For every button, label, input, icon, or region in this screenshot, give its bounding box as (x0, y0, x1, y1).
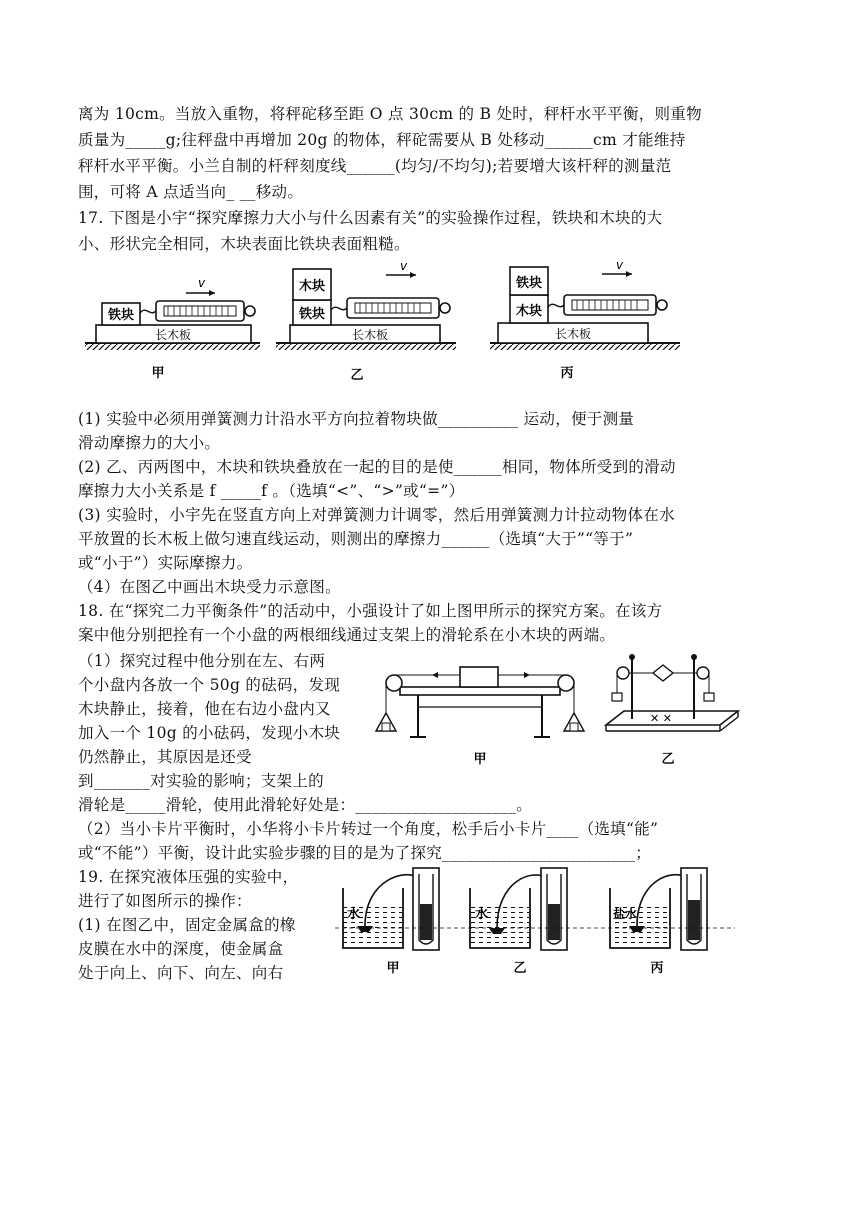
caption-yi: 乙 (350, 368, 364, 380)
velocity-label-yi: v (400, 259, 408, 273)
liquid-pressure-figure (335, 860, 735, 978)
q16-line-3: 秤杆水平平衡。小兰自制的杆秤刻度线______(均匀/不均匀);若要增大该杆秤的测量范 (78, 157, 672, 175)
q18-part1-line3: 木块静止，接着，他在右边小盘内又 (78, 700, 331, 718)
caption-jia: 甲 (151, 366, 165, 380)
q18-part1-line7: 滑轮是_____滑轮，使用此滑轮好处是：____________________。 (78, 796, 533, 814)
velocity-label-bing: v (616, 258, 624, 272)
q18-intro-1: 18. 在“探究二力平衡条件”的活动中，小强设计了如上图甲所示的探究方案。在该方 (78, 602, 663, 620)
q18-part1-line4: 加入一个 10g 的小砝码，发现小木块 (78, 724, 341, 742)
iron-block-label: 铁块 (298, 307, 326, 322)
q19-part1-line1: (1) 在图乙中，固定金属盒的橡 (78, 916, 296, 934)
apparatus-yi (606, 654, 738, 731)
board-label-jia: 长木板 (154, 328, 192, 342)
caption-yi: 乙 (661, 752, 675, 767)
q17-part2-line1: (2) 乙、丙两图中，木块和铁块叠放在一起的目的是使______相同，物体所受到的滑动 (78, 458, 676, 476)
q18-part1-line2: 个小盘内各放一个 50g 的砝码，发现 (78, 676, 341, 694)
q18-part2-line1: （2）当小卡片平衡时，小华将小卡片转过一个角度，松手后小卡片____（选填“能” (78, 820, 659, 838)
setup-bing (490, 258, 680, 350)
board-label-bing: 长木板 (554, 327, 592, 341)
velocity-label-jia: v (198, 276, 206, 290)
caption-bing: 丙 (650, 961, 664, 976)
q17-intro-2: 小、形状完全相同，木块表面比铁块表面粗糙。 (78, 235, 410, 253)
brine-label: 盐水 (613, 907, 638, 921)
apparatus-jia (376, 667, 584, 737)
q19-part1-line2: 皮膜在水中的深度，使金属盒 (78, 940, 284, 958)
q18-part1-line1: （1）探究过程中他分别在左、右两 (78, 652, 326, 670)
q19-intro-2: 进行了如图所示的操作： (78, 892, 252, 910)
container-bing (610, 868, 707, 950)
wood-block-label: 木块 (298, 279, 326, 294)
q18-part2-line2: 或“不能”）平衡，设计此实验步骤的目的是为了探究________________________； (78, 844, 652, 862)
caption-jia: 甲 (473, 752, 487, 767)
container-yi (470, 868, 567, 950)
caption-jia: 甲 (386, 961, 400, 976)
two-force-balance-figure (370, 645, 750, 775)
caption-yi: 乙 (513, 961, 527, 976)
q17-part1-line1: (1) 实验中必须用弹簧测力计沿水平方向拉着物块做__________ 运动，便于测量 (78, 410, 635, 428)
q17-part2-line2: 摩擦力大小关系是 f _____f 。（选填“<”、“>”或“=”） (78, 482, 465, 500)
setup-yi (276, 259, 456, 350)
q17-intro-1: 17. 下图是小宇“探究摩擦力大小与什么因素有关”的实验操作过程，铁块和木块的大 (78, 209, 663, 227)
q19-part1-line3: 处于向上、向下、向左、向右 (78, 964, 284, 982)
q17-part3-line1: (3) 实验时，小宇先在竖直方向上对弹簧测力计调零，然后用弹簧测力计拉动物体在水 (78, 506, 675, 524)
caption-bing: 丙 (560, 366, 574, 380)
q18-part1-line5: 仍然静止，其原因是还受 (78, 748, 252, 766)
iron-block-label: 铁块 (107, 308, 135, 323)
setup-jia (85, 276, 260, 350)
q19-intro-1: 19. 在探究液体压强的实验中， (78, 868, 299, 886)
q16-line-2: 质量为_____g;往秤盘中再增加 20g 的物体，秤砣需要从 B 处移动______cm 才能维持 (78, 131, 686, 149)
container-jia (343, 868, 439, 950)
q17-part3-line3: 或“小于”）实际摩擦力。 (78, 554, 253, 572)
q18-part1-line6: 到_______对实验的影响；支架上的 (78, 772, 324, 790)
friction-experiment-figure (80, 255, 700, 380)
q16-line-1: 离为 10cm。当放入重物，将秤砣移至距 O 点 30cm 的 B 处时，秤杆水平平衡，则重物 (78, 105, 702, 123)
wood-block-label: 木块 (515, 304, 543, 319)
q16-line-4: 围，可将 A 点适当向_ __移动。 (78, 183, 304, 201)
q17-part1-line2: 滑动摩擦力的大小。 (78, 434, 221, 452)
weights-glyph: ✕ ✕ (650, 712, 672, 725)
q18-intro-2: 案中他分别把拴有一个小盘的两根细线通过支架上的滑轮系在小木块的两端。 (78, 626, 616, 644)
q17-part4: （4）在图乙中画出木块受力示意图。 (78, 578, 341, 596)
q17-part3-line2: 平放置的长木板上做匀速直线运动，则测出的摩擦力______（选填“大于”“等于” (78, 530, 634, 548)
water-label: 水 (475, 907, 489, 922)
iron-block-label: 铁块 (515, 276, 543, 291)
water-label: 水 (347, 907, 361, 922)
board-label-yi: 长木板 (351, 328, 389, 342)
